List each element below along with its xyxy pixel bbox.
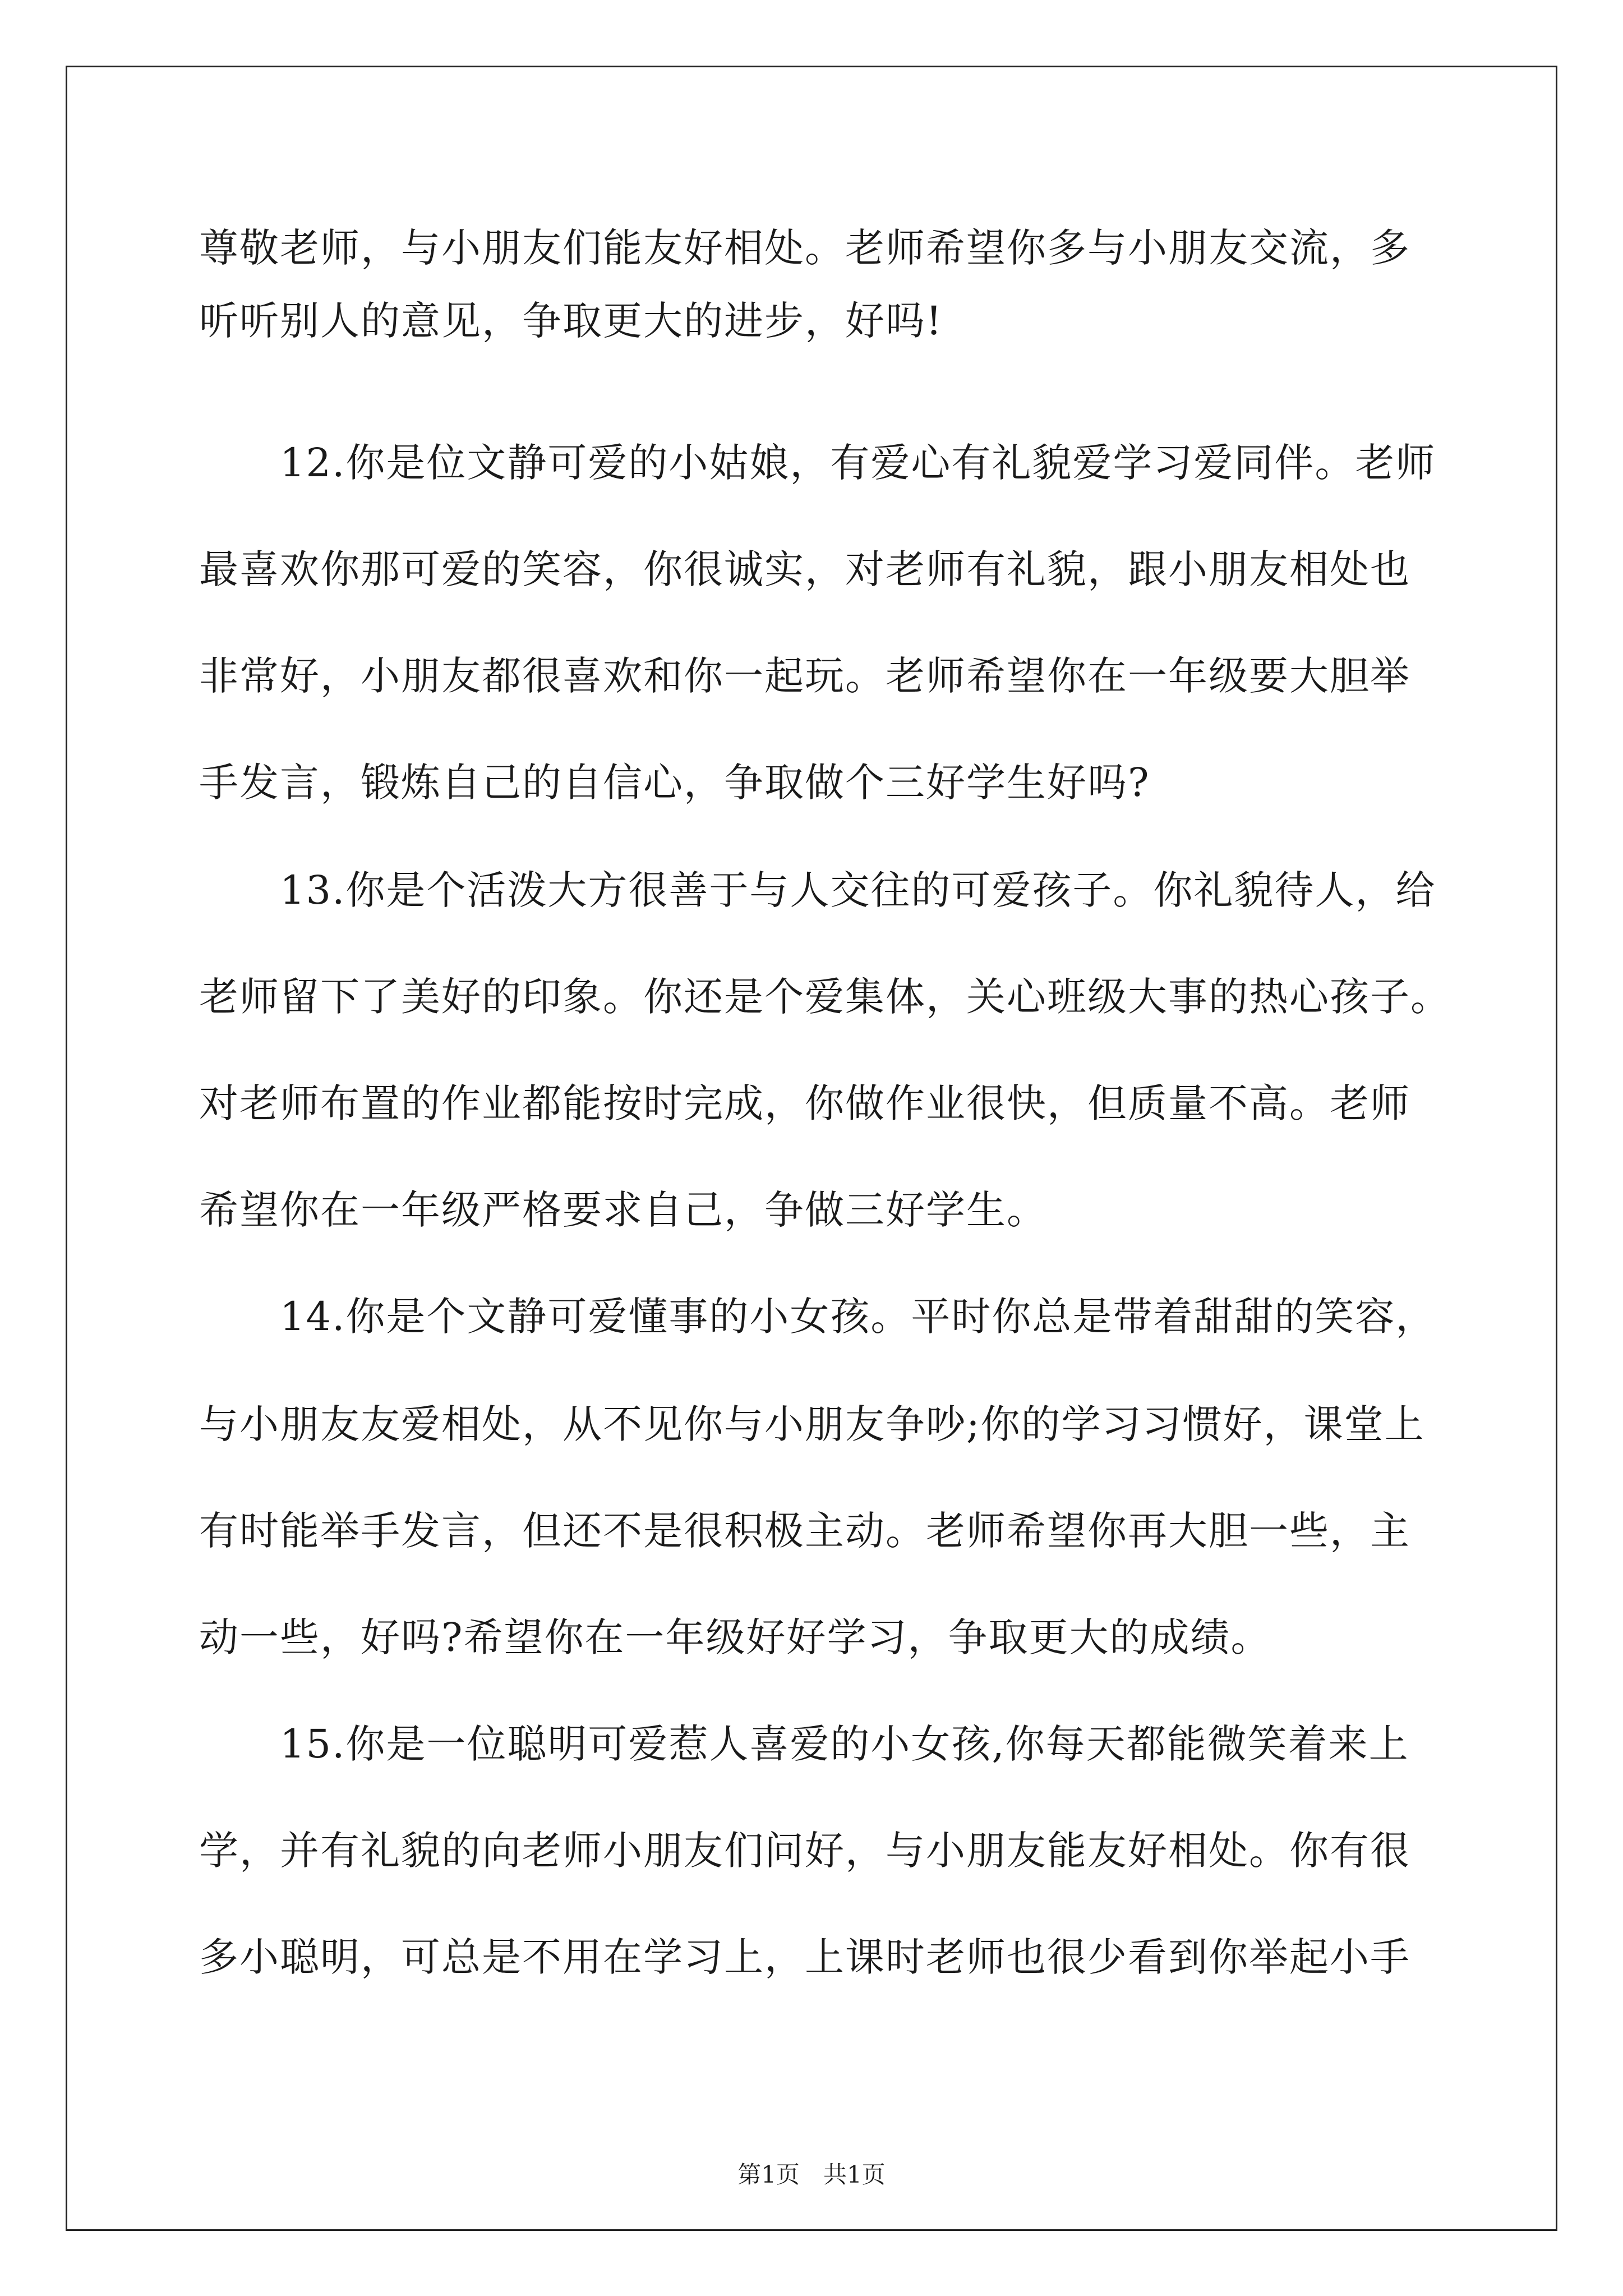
text-line-16: 学，并有礼貌的向老师小朋友们问好，与小朋友能友好相处。你有很 [199, 1828, 1410, 1874]
text-line-5: 非常好，小朋友都很喜欢和你一起玩。老师希望你在一年级要大胆举 [199, 653, 1410, 699]
text-line-17: 多小聪明，可总是不用在学习上，上课时老师也很少看到你举起小手 [199, 1934, 1410, 1980]
text-line-11: 14.你是个文静可爱懂事的小女孩。平时你总是带着甜甜的笑容， [199, 1294, 1436, 1340]
text-line-14: 动一些，好吗?希望你在一年级好好学习，争取更大的成绩。 [199, 1614, 1271, 1660]
text-line-2: 听听别人的意见，争取更大的进步，好吗! [199, 298, 943, 344]
text-line-3: 12.你是位文静可爱的小姑娘，有爱心有礼貌爱学习爱同伴。老师 [199, 440, 1436, 486]
text-line-6: 手发言，锻炼自己的自信心，争取做个三好学生好吗? [199, 760, 1150, 806]
page-border [66, 66, 1557, 2231]
text-line-15: 15.你是一位聪明可爱惹人喜爱的小女孩,你每天都能微笑着来上 [199, 1721, 1409, 1767]
text-line-9: 对老师布置的作业都能按时完成，你做作业很快，但质量不高。老师 [199, 1080, 1410, 1126]
text-line-7: 13.你是个活泼大方很善于与人交往的可爱孩子。你礼貌待人，给 [199, 867, 1436, 913]
page-footer: 第1页 共1页 [737, 2161, 886, 2188]
text-line-10: 希望你在一年级严格要求自己，争做三好学生。 [199, 1187, 1047, 1233]
text-line-13: 有时能举手发言，但还不是很积极主动。老师希望你再大胆一些，主 [199, 1508, 1410, 1554]
text-line-1: 尊敬老师，与小朋友们能友好相处。老师希望你多与小朋友交流，多 [199, 225, 1410, 271]
text-line-8: 老师留下了美好的印象。你还是个爱集体，关心班级大事的热心孩子。 [199, 974, 1451, 1020]
text-line-12: 与小朋友友爱相处，从不见你与小朋友争吵;你的学习习惯好，课堂上 [199, 1401, 1425, 1447]
text-line-4: 最喜欢你那可爱的笑容，你很诚实，对老师有礼貌，跟小朋友相处也 [199, 546, 1410, 592]
